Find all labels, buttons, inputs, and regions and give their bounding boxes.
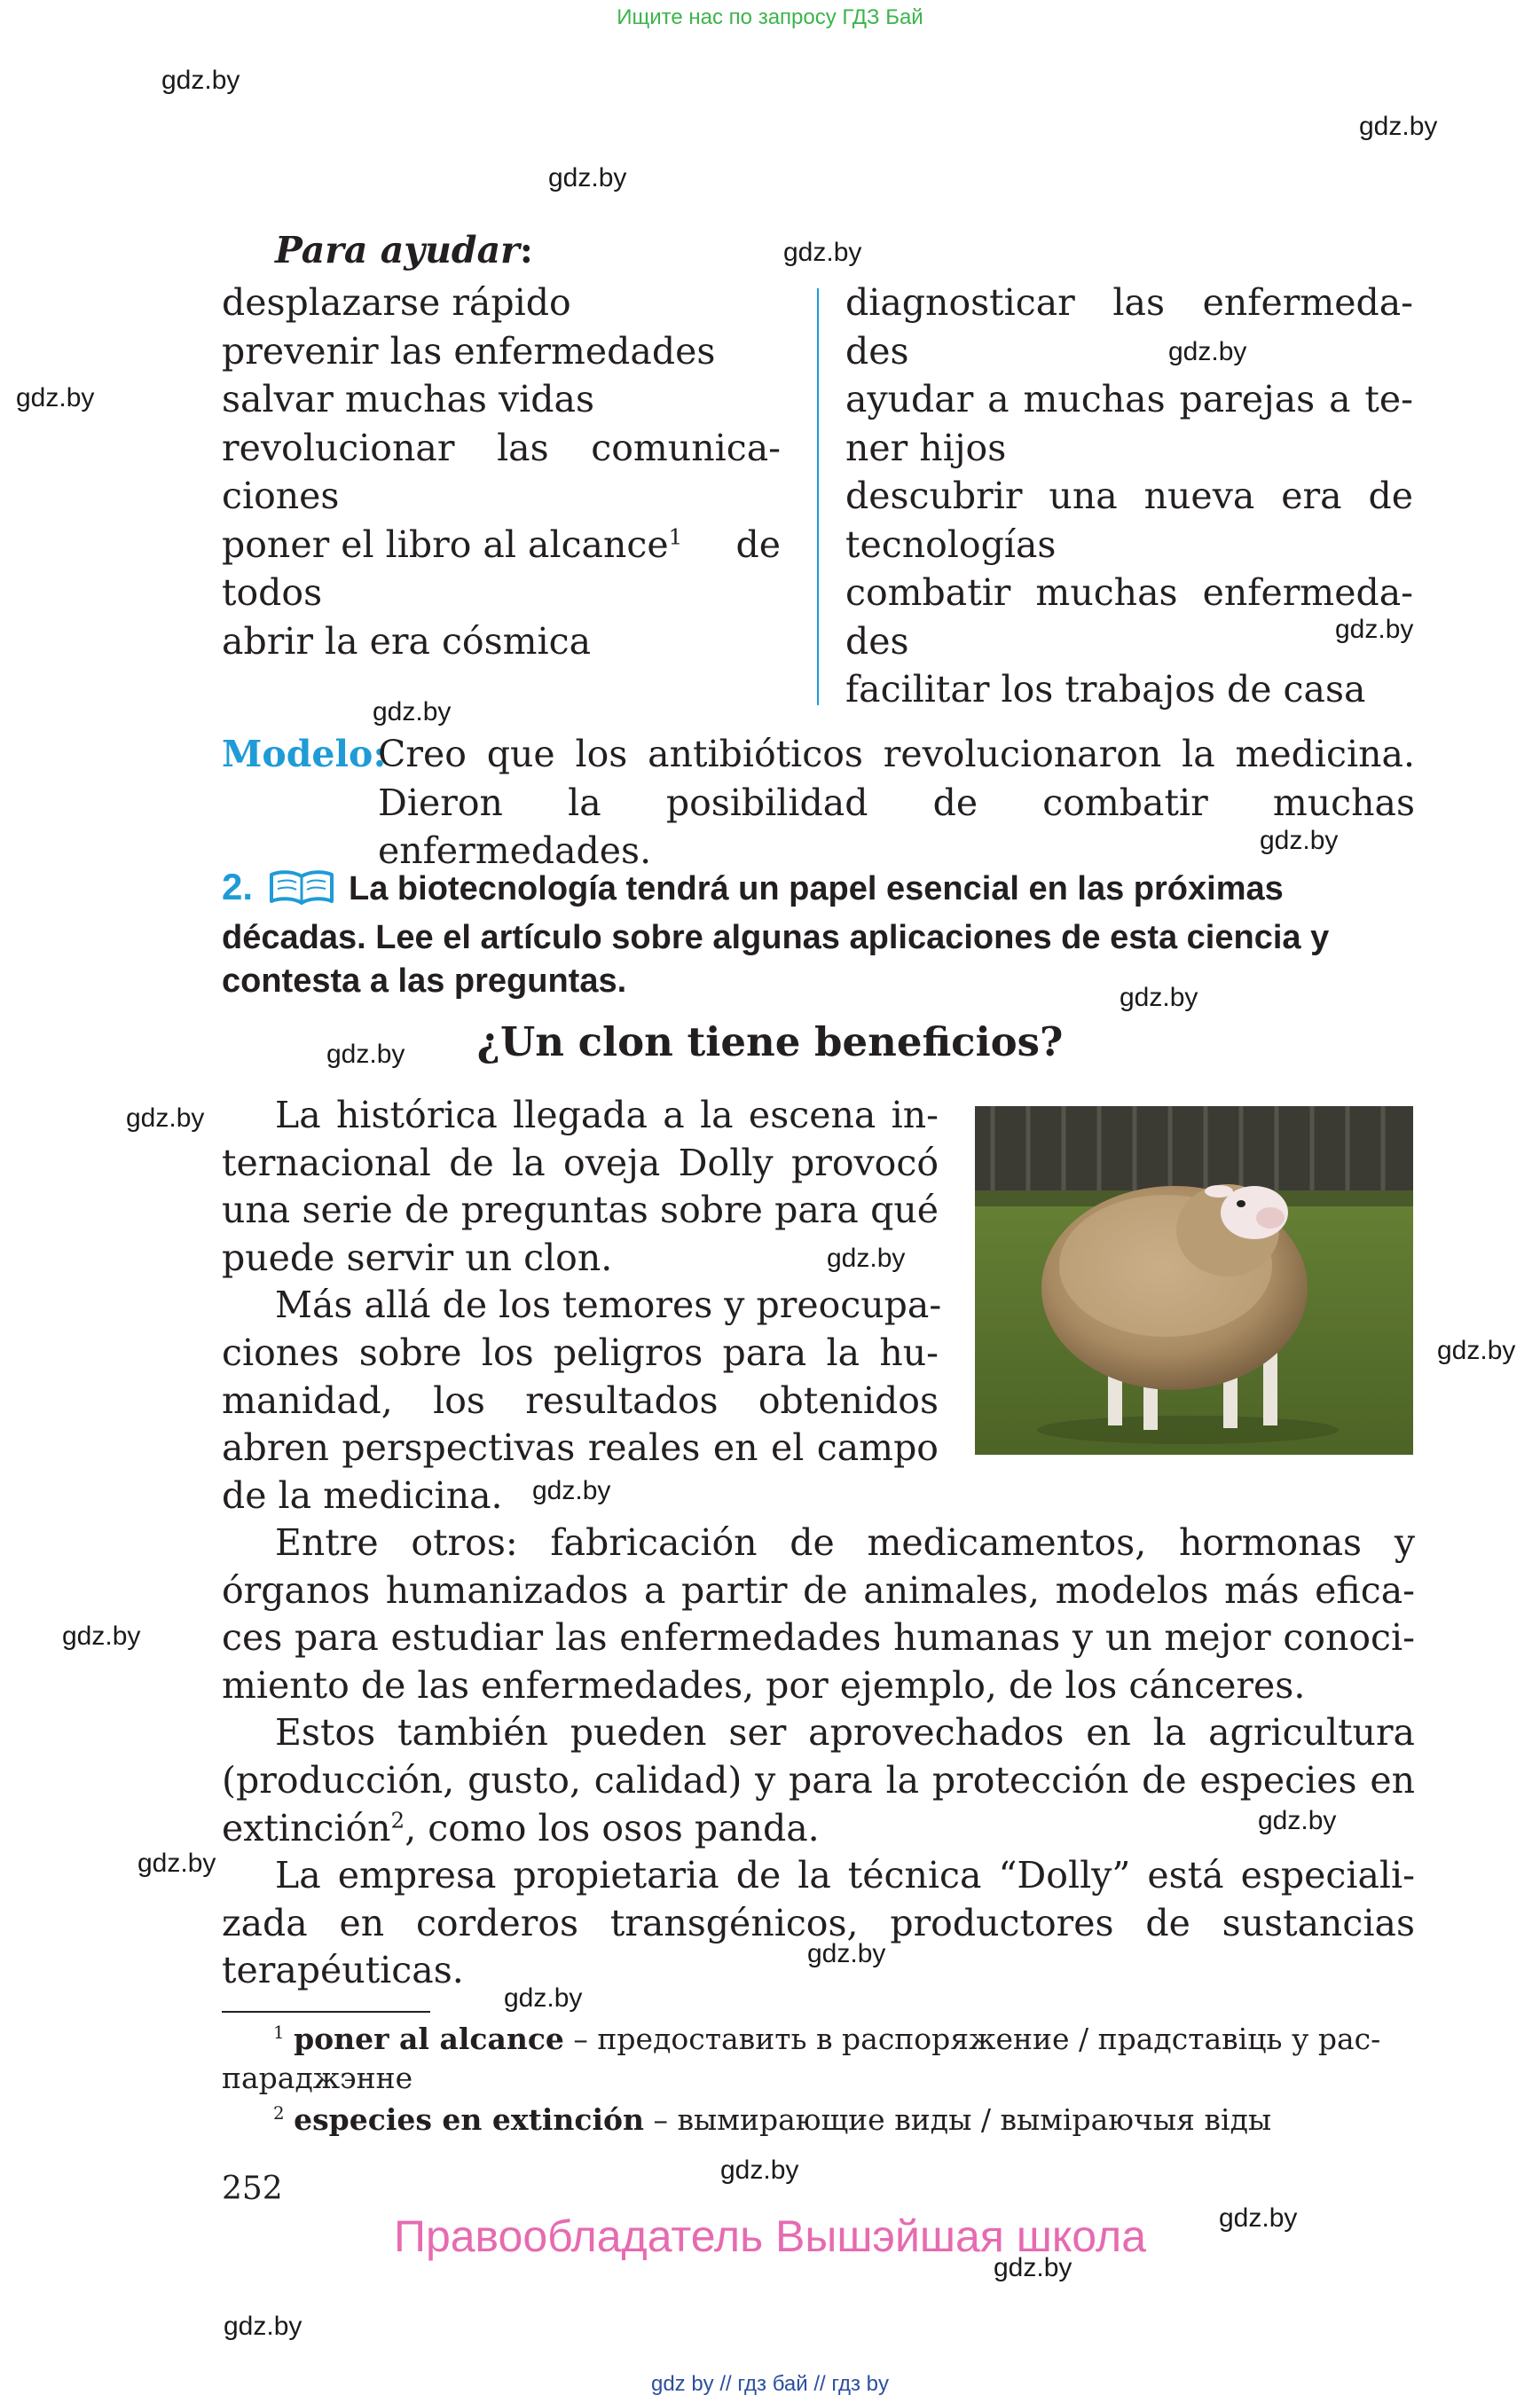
watermark: gdz.by <box>326 1040 405 1069</box>
bottom-links[interactable]: gdz by // гдз бай // гдз by <box>650 2372 890 2396</box>
text-line: ternacional de la oveja Dolly provocó <box>222 1141 939 1184</box>
text-line: La histórica llegada a la escena in- <box>275 1094 939 1136</box>
watermark: gdz.by <box>548 163 627 192</box>
watermark: gdz.by <box>1120 983 1198 1012</box>
watermark: gdz.by <box>16 383 95 412</box>
task-text: La biotecnología tendrá un papel esencial en las próximas décadas. Lee el artículo sobre algunas aplicaciones de esta ciencia y contesta a las preguntas. <box>222 870 1330 1000</box>
watermark: gdz.by <box>138 1849 216 1878</box>
text-line: Entre otros: fabricación de medicamentos, hormonas y <box>275 1521 1415 1564</box>
help-item: ner hijos <box>845 426 1007 469</box>
watermark: gdz.by <box>827 1244 906 1273</box>
help-item: poner el libro al alcance$^1$ de <box>222 522 781 566</box>
text-line: La empresa propietaria de la técnica “Dolly” está especiali- <box>275 1854 1415 1897</box>
help-item: salvar muchas vidas <box>222 378 595 420</box>
modelo-line: Dieron la posibilidad de combatir muchas enfermedades. <box>378 781 1415 872</box>
watermark: gdz.by <box>1437 1336 1516 1365</box>
footnote-2: $^2$ especies en extinción – вымирающие виды / выміраючыя віды <box>273 2102 1272 2137</box>
article-paragraph <box>222 1092 942 1520</box>
text-line: órganos humanizados a partir de animales, modelos más efica- <box>222 1568 1415 1612</box>
text-line: zada en corderos transgénicos, productores de sustancias <box>222 1901 1415 1944</box>
watermark: gdz.by <box>1258 1806 1337 1835</box>
watermark: gdz.by <box>532 1476 611 1505</box>
help-left-column <box>222 279 781 665</box>
modelo-line: Creo que los antibióticos revolucionaron la medicina. <box>378 733 1415 775</box>
watermark: gdz.by <box>1219 2203 1298 2233</box>
help-right-column <box>845 279 1413 714</box>
text-line: una serie de preguntas sobre para qué <box>222 1189 939 1232</box>
watermark: gdz.by <box>224 2312 302 2341</box>
text-line: manidad, los resultados obtenidos <box>222 1378 939 1422</box>
text-line: de la medicina. <box>222 1473 503 1517</box>
article-paragraph <box>222 1520 1415 1995</box>
help-item: ciones <box>222 475 340 517</box>
help-item: tecnologías <box>845 522 1057 566</box>
task-number: 2. <box>222 866 254 907</box>
watermark: gdz.by <box>126 1103 205 1133</box>
help-item: abrir la era cósmica <box>222 619 592 663</box>
footnote-1: $^1$ poner al alcance – предоставить в распоряжение / прадставіць у рас- параджэнне <box>222 2022 1381 2095</box>
help-item: des <box>845 619 909 663</box>
help-item: des <box>845 329 909 373</box>
help-heading: Para ayudar: <box>275 229 533 271</box>
help-item: desplazarse rápido <box>222 281 571 324</box>
watermark: gdz.by <box>1168 337 1247 366</box>
watermark: gdz.by <box>62 1622 141 1651</box>
help-item: todos <box>222 571 323 614</box>
help-item: diagnosticar las enfermeda- <box>845 281 1413 324</box>
column-divider <box>817 288 819 705</box>
text-line: abren perspectivas reales en el campo <box>222 1426 939 1470</box>
article-title: ¿Un clon tiene beneficios? <box>476 1018 1064 1065</box>
watermark: gdz.by <box>783 238 862 267</box>
rights-holder: Правообладатель Вышэйшая школа <box>394 2211 1146 2261</box>
top-banner[interactable]: Ищите нас по запросу ГДЗ Бай <box>617 5 923 29</box>
help-item: facilitar los trabajos de casa <box>845 668 1366 711</box>
help-item: combatir muchas enfermeda- <box>845 571 1413 614</box>
help-item: descubrir una nueva era de <box>845 475 1413 517</box>
watermark: gdz.by <box>373 697 452 726</box>
text-line: Estos también pueden ser aprovechados en la agricultura <box>275 1711 1415 1755</box>
text-line: puede servir un clon. <box>222 1236 613 1279</box>
watermark: gdz.by <box>1260 826 1339 855</box>
watermark: gdz.by <box>720 2156 799 2185</box>
text-line: (producción, gusto, calidad) y para la protección de especies en <box>222 1758 1415 1802</box>
text-line: extinción$^2$, como los osos panda. <box>222 1806 820 1849</box>
help-item: revolucionar las comunica- <box>222 426 781 469</box>
watermark: gdz.by <box>994 2253 1072 2282</box>
footnote-divider <box>222 2011 430 2013</box>
text-line: Más allá de los temores y preocupa- <box>275 1284 942 1327</box>
watermark: gdz.by <box>504 1983 583 2013</box>
text-line: miento de las enfermedades, por ejemplo, de los cánceres. <box>222 1663 1306 1707</box>
help-item: ayudar a muchas parejas a te- <box>845 378 1413 420</box>
watermark: gdz.by <box>161 66 240 95</box>
page-number: 252 <box>222 2171 283 2207</box>
dolly-sheep-photo <box>975 1106 1413 1455</box>
watermark: gdz.by <box>1359 112 1438 141</box>
task-instruction <box>222 865 1415 1003</box>
help-item: prevenir las enfermedades <box>222 329 716 373</box>
text-line: ces para estudiar las enfermedades humanas y un mejor conoci- <box>222 1616 1415 1660</box>
text-line: terapéuticas. <box>222 1949 464 1992</box>
open-book-icon <box>267 869 336 916</box>
watermark: gdz.by <box>807 1939 886 1968</box>
watermark: gdz.by <box>1335 615 1414 644</box>
modelo-block <box>222 730 1415 876</box>
modelo-label: Modelo: <box>222 733 387 775</box>
text-line: ciones sobre los peligros para la hu- <box>222 1331 939 1374</box>
